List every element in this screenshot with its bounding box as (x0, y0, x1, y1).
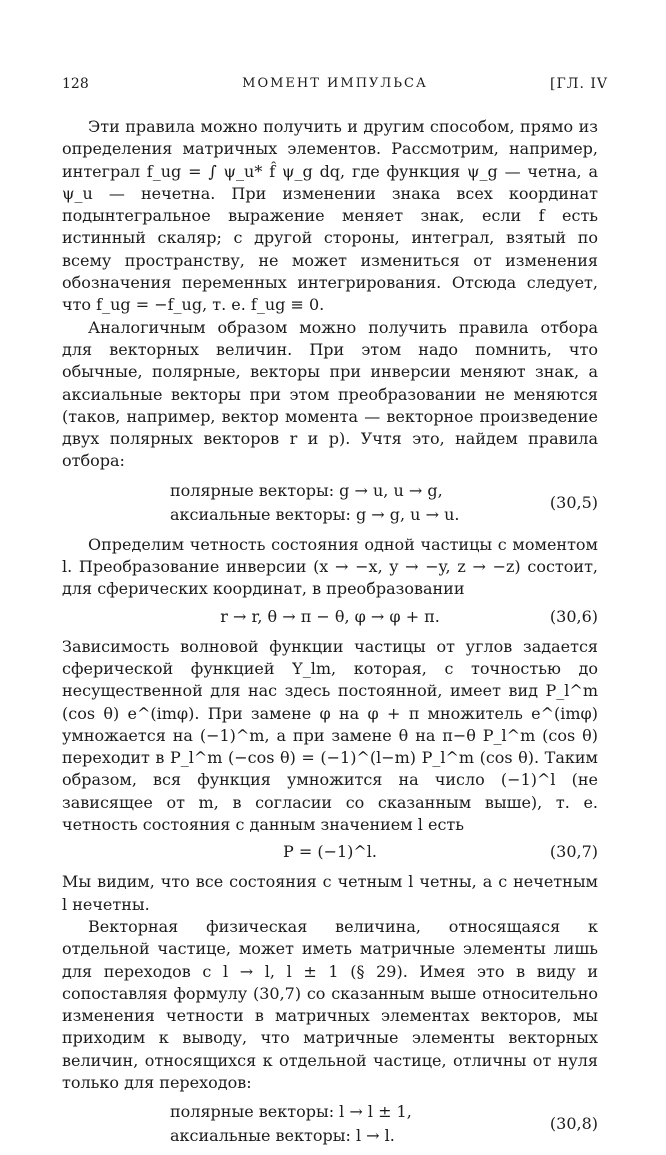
paragraph-1: Эти правила можно получить и другим способом, прямо из определения матричных элементов. Рассмотрим, например, интеграл f_ug = ∫ ψ_u* f̂ ψ_g dq, где функция ψ_g — четна, а ψ_u — нечетна. При изменении знака всех координат подынтегральное выражение меняет знак, если f есть истинный скаляр; с другой стороны, интеграл, взятый по всему пространству, не может измениться от изменения обозначения переменных интегрирования. Отсюда следует, что f_ug = −f_ug, т. е. f_ug ≡ 0. (62, 117, 598, 315)
formula-30-6-expr: r → r, θ → π − θ, φ → φ + π. (220, 606, 440, 626)
formula-30-7-expr: P = (−1)^l. (282, 842, 378, 862)
chapter-label: [ГЛ. IV (550, 76, 608, 92)
formula-30-8-line-2: аксиальные векторы: l → l. (170, 1126, 395, 1146)
formula-30-6-number: (30,6) (549, 606, 598, 626)
paragraph-6: Векторная физическая величина, относящаяся к отдельной частице, может иметь матричные элементы лишь для переходов с l → l, l ± 1 (§ 29). Имея это в виду и сопоставляя формулу (30,7) со сказанным выше относительно изменения четности в матричных элементах векторов, мы приходим к выводу, что матричные элементы векторных величин, относящихся к отдельной частице, отличны от нуля только для переходов: (62, 916, 598, 1092)
formula-30-5 (62, 478, 598, 528)
page-body (62, 116, 598, 1155)
formula-30-7-number: (30,7) (549, 842, 598, 862)
formula-30-8-line-1: полярные векторы: l → l ± 1, (170, 1102, 412, 1122)
formula-30-8-number: (30,8) (549, 1114, 598, 1134)
formula-30-5-line-2: аксиальные векторы: g → g, u → u. (170, 504, 460, 524)
formula-30-8 (62, 1099, 598, 1149)
formula-30-5-line-1: полярные векторы: g → u, u → g, (170, 480, 443, 500)
formula-30-7 (62, 841, 598, 865)
paragraph-2: Аналогичным образом можно получить правила отбора для векторных величин. При этом надо помнить, что обычные, полярные, векторы при инверсии меняют знак, а аксиальные векторы при этом преобразовании не меняются (таков, например, вектор момента — векторное произведение двух полярных векторов r и p). Учтя это, найдем правила отбора: (62, 317, 598, 471)
formula-30-5-number: (30,5) (549, 492, 598, 512)
paragraph-3: Определим четность состояния одной частицы с моментом l. Преобразование инверсии (x → −x, y → −y, z → −z) состоит, для сферических координат, в преобразовании (62, 534, 598, 599)
paragraph-5: Мы видим, что все состояния с четным l четны, а с нечетным l нечетны. (62, 872, 598, 914)
running-header (62, 74, 608, 94)
paragraph-4: Зависимость волновой функции частицы от углов задается сферической функцией Y_lm, которая, с точностью до несущественной для нас здесь постоянной, имеет вид P_l^m (cos θ) e^(imφ). При замене φ на φ + π множитель e^(imφ) умножается на (−1)^m, а при замене θ на π−θ P_l^m (cos θ) переходит в P_l^m (−cos θ) = (−1)^(l−m) P_l^m (cos θ). Таким образом, вся функция умножится на число (−1)^l (не зависящее от m, в согласии со сказанным выше), т. е. четность состояния с данным значением l есть (62, 636, 598, 835)
page-number: 128 (62, 76, 89, 92)
running-title: МОМЕНТ ИМПУЛЬСА (242, 76, 428, 91)
formula-30-6 (62, 606, 598, 630)
